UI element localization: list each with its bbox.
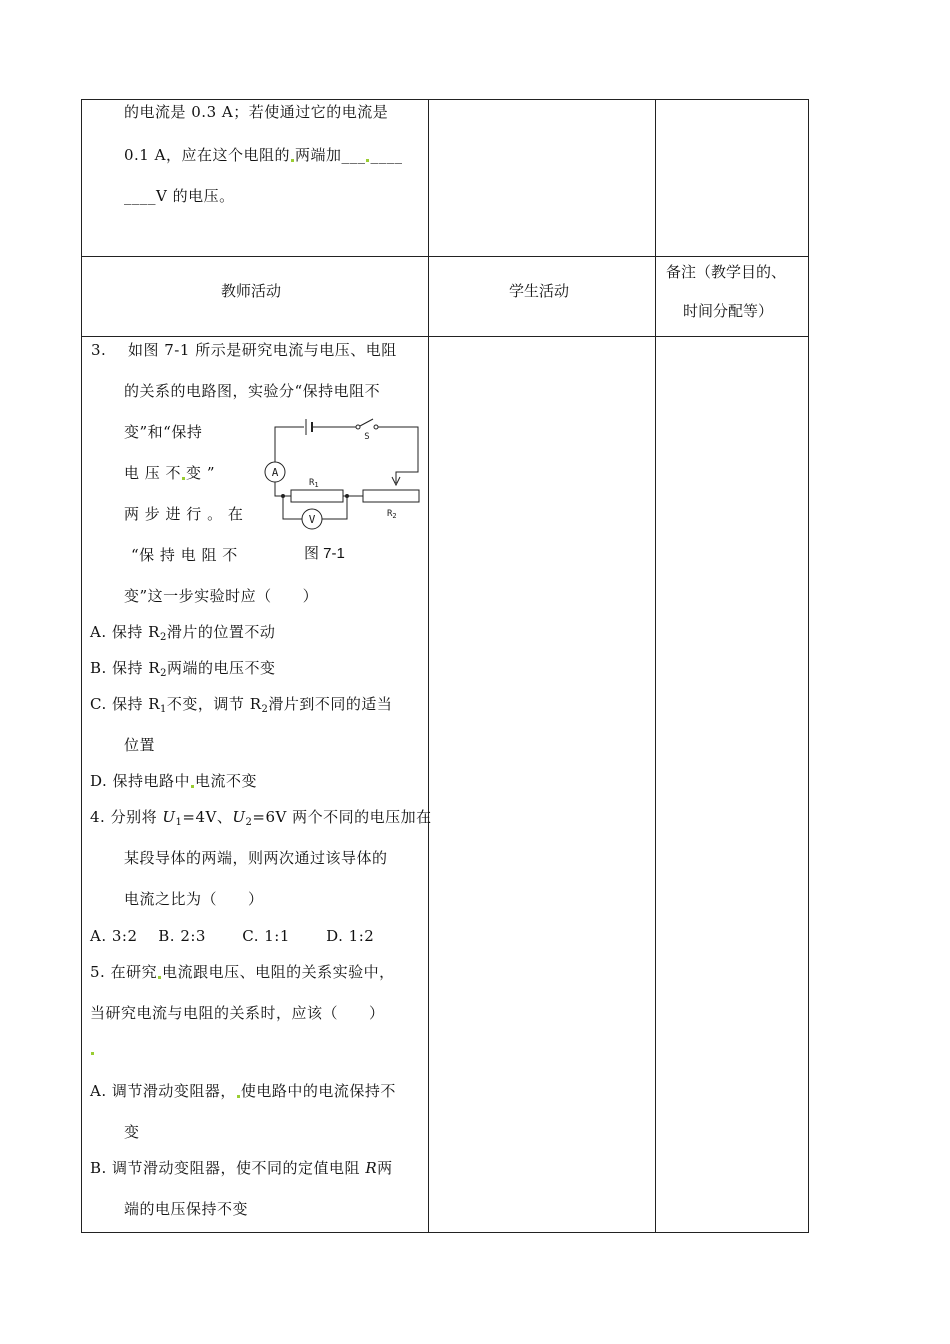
marker-dot [291, 159, 294, 162]
marker-dot [237, 1095, 240, 1098]
q3-line: “保 持 电 阻 不 [131, 546, 238, 564]
table-column-divider [428, 99, 429, 1232]
marker-dot [91, 1052, 94, 1055]
q5-text: 电流跟电压、电阻的关系实验中， [162, 963, 395, 981]
r2-label: $R_2$ [387, 509, 397, 520]
wire [275, 482, 291, 496]
table-right-border [808, 99, 809, 1232]
switch-contact [356, 425, 360, 429]
voltmeter-label: V [308, 513, 316, 526]
variable: U [232, 808, 246, 826]
q3-option-c-cont: 位置 [124, 736, 156, 754]
q3-line: 两 步 进 行 。 在 [124, 505, 244, 523]
table-top-border [81, 99, 809, 100]
variable: U [162, 808, 176, 826]
wire [378, 427, 418, 483]
subscript: 2 [160, 668, 167, 679]
q4-line: 电流之比为（ ） [124, 890, 264, 908]
q4-text: =4V、 [182, 808, 233, 826]
r1-label: $R_1$ [309, 478, 319, 489]
q3-number: 3. [91, 341, 107, 359]
header-notes: 备注（教学目的、 [666, 263, 787, 281]
header-student-activity: 学生活动 [509, 282, 570, 300]
subscript: 1 [175, 817, 183, 828]
table-header-divider [81, 336, 809, 337]
option-text: 不变，调节 R [166, 695, 262, 713]
variable: R [365, 1159, 378, 1177]
header-teacher-activity: 教师活动 [221, 282, 282, 300]
rheostat-r2 [363, 490, 419, 502]
top-cell-line: ____V 的电压。 [124, 187, 235, 205]
option-text: D. 保持电路中 [90, 772, 191, 790]
table-column-divider [655, 99, 656, 1232]
q5-option-a [90, 1081, 396, 1101]
option-text: C. 保持 R [90, 695, 161, 713]
q4-text: 4. 分别将 [90, 808, 163, 826]
option-text: B. 保持 R [90, 659, 161, 677]
top-cell-text: 两端加___ [294, 146, 366, 164]
table-row-divider [81, 256, 809, 257]
ammeter-label: A [271, 466, 279, 479]
q3-line: 如图 7-1 所示是研究电流与电压、电阻 [128, 341, 397, 359]
subscript: 2 [245, 817, 253, 828]
junction-dot [281, 494, 285, 498]
marker-dot [158, 976, 161, 979]
option-text: 滑片到不同的适当 [268, 695, 393, 713]
option-text: A. 调节滑动变阻器， [90, 1082, 236, 1100]
junction-dot [345, 494, 349, 498]
q5-option-b [90, 1158, 393, 1178]
q3-text: 变 ” [186, 464, 215, 482]
q3-option-b [90, 658, 276, 684]
q4-text: =6V 两个不同的电压加在 [252, 808, 432, 826]
q3-text: 电 压 不 [124, 464, 182, 482]
q5-option-b-cont: 端的电压保持不变 [124, 1200, 249, 1218]
wire [275, 427, 304, 462]
top-cell-text: ____ [370, 146, 403, 164]
q3-line: 的关系的电路图，实验分“保持电阻不 [124, 382, 381, 400]
q5-option-a-cont: 变 [124, 1123, 140, 1141]
q4-line [90, 807, 432, 833]
table-left-border [81, 99, 82, 1232]
q5-line [90, 962, 395, 982]
header-notes: 时间分配等） [683, 302, 774, 320]
q4-line: 某段导体的两端，则两次通过该导体的 [124, 849, 388, 867]
switch-contact [374, 425, 378, 429]
figure-caption: 图 7-1 [304, 545, 345, 562]
subscript: 1 [160, 704, 167, 715]
option-text: 电流不变 [195, 772, 258, 790]
q3-line [124, 463, 215, 483]
top-cell-line [124, 145, 402, 165]
marker-dot [182, 477, 185, 480]
option-text: A. 保持 R [90, 623, 160, 641]
subscript: 2 [159, 632, 167, 643]
q3-line: 变”这一步实验时应（ ） [124, 587, 319, 605]
option-text: 两 [377, 1159, 393, 1177]
marker-dot [191, 785, 194, 788]
switch-blade [360, 419, 373, 426]
top-cell-text: 0.1 A，应在这个电阻的 [124, 146, 290, 164]
q3-line: 变”和“保持 [124, 423, 203, 441]
q5-text: 5. 在研究 [90, 963, 158, 981]
q5-line: 当研究电流与电阻的关系时，应该（ ） [90, 1004, 385, 1022]
option-text: B. 调节滑动变阻器，使不同的定值电阻 [90, 1159, 366, 1177]
wire [283, 496, 302, 519]
q3-option-a [90, 622, 275, 648]
q4-options: A. 3:2 B. 2:3 C. 1:1 D. 1:2 [90, 927, 375, 945]
resistor-r1 [291, 490, 343, 502]
top-cell-line: 的电流是 0.3 A；若使通过它的电流是 [124, 103, 389, 121]
q3-option-d [90, 771, 257, 791]
circuit-diagram [256, 412, 426, 562]
q3-option-c [90, 694, 392, 720]
option-text: 两端的电压不变 [167, 659, 276, 677]
switch-label: S [364, 432, 370, 442]
option-text: 滑片的位置不动 [166, 623, 276, 641]
table-bottom-border [81, 1232, 809, 1233]
option-text: 使电路中的电流保持不 [240, 1082, 396, 1100]
subscript: 2 [261, 704, 269, 715]
